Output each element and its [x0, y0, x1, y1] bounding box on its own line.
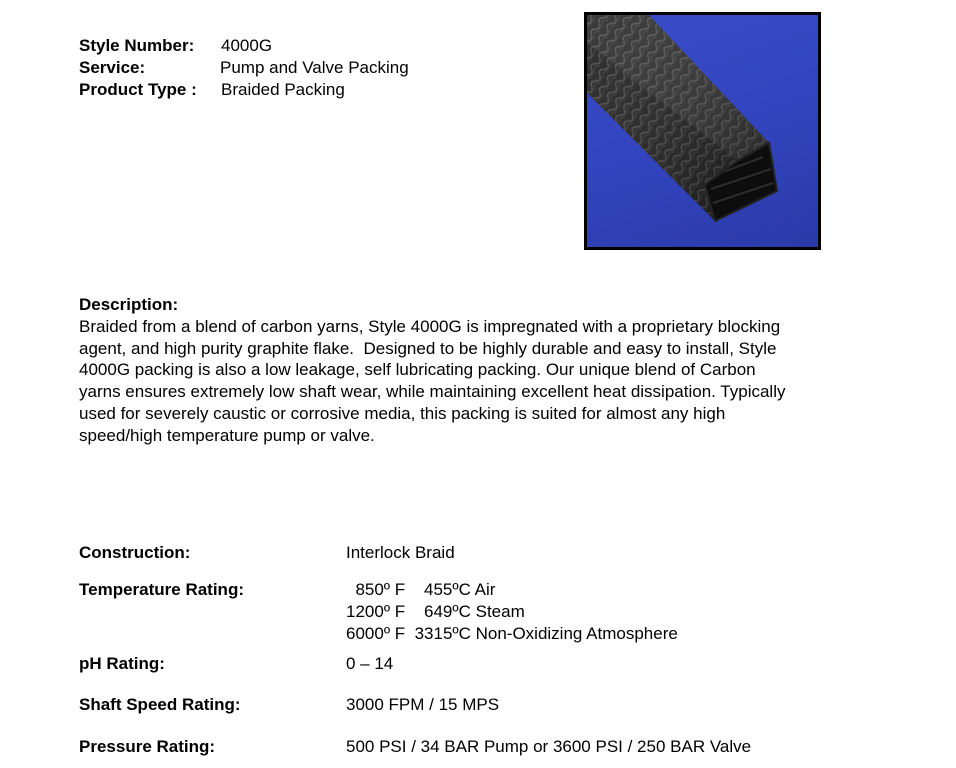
- description-line: 4000G packing is also a low leakage, self lubricating packing. Our unique blend of Carbon: [79, 360, 756, 380]
- temperature-rating-line: 1200º F 649ºC Steam: [346, 602, 525, 621]
- style-number-label: Style Number:: [79, 36, 195, 55]
- shaft-speed-rating-label: Shaft Speed Rating:: [79, 695, 241, 714]
- description-line: Braided from a blend of carbon yarns, Style 4000G is impregnated with a proprietary blocking: [79, 317, 781, 336]
- product-photo: [584, 12, 821, 250]
- description-heading: Description:: [79, 295, 179, 314]
- pressure-rating-label: Pressure Rating:: [79, 737, 216, 756]
- service-label: Service:: [79, 58, 146, 77]
- description-line: yarns ensures extremely low shaft wear, while maintaining excellent heat dissipation. Typically: [79, 382, 786, 402]
- shaft-speed-rating-value: 3000 FPM / 15 MPS: [346, 695, 500, 714]
- ph-rating-label: pH Rating:: [79, 654, 165, 673]
- temperature-rating-line: 6000º F 3315ºC Non-Oxidizing Atmosphere: [346, 624, 678, 643]
- style-number-value: 4000G: [221, 36, 273, 55]
- description-line: speed/high temperature pump or valve.: [79, 425, 375, 445]
- pressure-rating-value: 500 PSI / 34 BAR Pump or 3600 PSI / 250 BAR Valve: [346, 737, 752, 756]
- product-type-value: Braided Packing: [221, 80, 345, 99]
- construction-label: Construction:: [79, 543, 191, 562]
- product-type-label: Product Type :: [79, 80, 197, 99]
- construction-value: Interlock Braid: [346, 543, 455, 562]
- temperature-rating-line: 850º F 455ºC Air: [346, 580, 496, 599]
- service-value: Pump and Valve Packing: [220, 58, 409, 77]
- description-body: [79, 316, 879, 446]
- braided-packing-image: [587, 15, 818, 247]
- ph-rating-value: 0 – 14: [346, 654, 394, 673]
- temperature-rating-label: Temperature Rating:: [79, 580, 244, 599]
- description-line: used for severely caustic or corrosive media, this packing is suited for almost any high: [79, 403, 726, 423]
- description-line: agent, and high purity graphite flake. Designed to be highly durable and easy to install, Style: [79, 338, 777, 358]
